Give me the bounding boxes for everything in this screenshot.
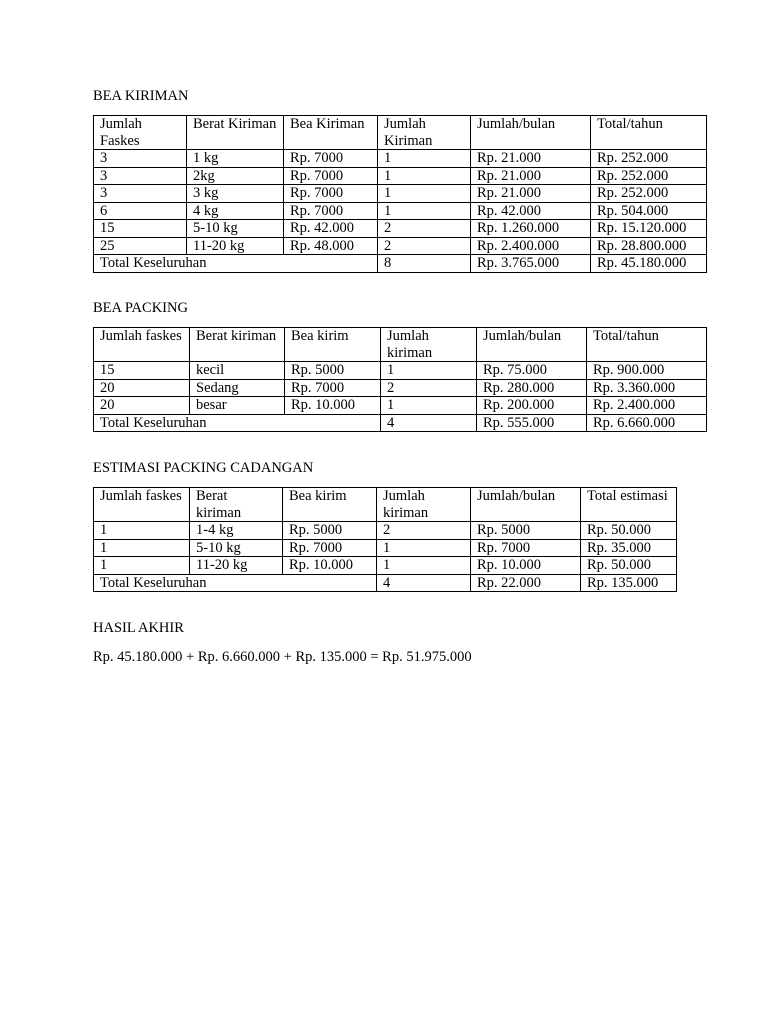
table-cell: Rp. 1.260.000 (471, 220, 591, 238)
table-cell: 1 (377, 557, 471, 575)
table-cell: Rp. 5000 (471, 522, 581, 540)
total-bulan: Rp. 555.000 (477, 414, 587, 432)
bea-kiriman-table (93, 115, 707, 273)
table-cell: Rp. 900.000 (587, 362, 707, 380)
table-cell: 2 (378, 237, 471, 255)
table-cell: Rp. 21.000 (471, 150, 591, 168)
table-cell: Rp. 50.000 (581, 557, 677, 575)
table-row (94, 397, 707, 415)
table-cell: Rp. 7000 (283, 539, 377, 557)
header-cell: Jumlah Faskes (94, 116, 187, 150)
table-cell: 1 (378, 185, 471, 203)
section-title-estimasi-packing: ESTIMASI PACKING CADANGAN (93, 460, 314, 476)
table-header-row (94, 116, 707, 150)
header-cell: Bea kirim (285, 328, 381, 362)
estimasi-packing-table (93, 487, 677, 592)
table-cell: 5-10 kg (187, 220, 284, 238)
header-cell: Bea kirim (283, 488, 377, 522)
header-cell: Jumlah kiriman (377, 488, 471, 522)
table-cell: 1 (94, 539, 190, 557)
table-cell: Rp. 504.000 (591, 202, 707, 220)
table-cell: besar (190, 397, 285, 415)
table-cell: 1 kg (187, 150, 284, 168)
table-cell: Rp. 10.000 (283, 557, 377, 575)
table-cell: Rp. 280.000 (477, 379, 587, 397)
table-cell: 2 (381, 379, 477, 397)
table-cell: Rp. 10.000 (471, 557, 581, 575)
table-cell: Rp. 50.000 (581, 522, 677, 540)
header-cell: Berat Kiriman (187, 116, 284, 150)
table-row (94, 185, 707, 203)
table-row (94, 167, 707, 185)
header-cell: Total/tahun (587, 328, 707, 362)
header-cell: Jumlah faskes (94, 488, 190, 522)
table-header-row (94, 488, 677, 522)
header-cell: Jumlah/bulan (471, 116, 591, 150)
total-jumlah: 4 (381, 414, 477, 432)
final-equation: Rp. 45.180.000 + Rp. 6.660.000 + Rp. 135.000 = Rp. 51.975.000 (93, 649, 472, 665)
table-cell: Rp. 5000 (285, 362, 381, 380)
header-cell: Berat kiriman (190, 488, 283, 522)
table-cell: Rp. 35.000 (581, 539, 677, 557)
table-cell: Rp. 42.000 (284, 220, 378, 238)
table-cell: Rp. 28.800.000 (591, 237, 707, 255)
table-cell: Rp. 3.360.000 (587, 379, 707, 397)
table-cell: 20 (94, 379, 190, 397)
total-tahun: Rp. 135.000 (581, 574, 677, 592)
header-cell: Bea Kiriman (284, 116, 378, 150)
table-cell: Sedang (190, 379, 285, 397)
bea-packing-table (93, 327, 707, 432)
table-cell: Rp. 42.000 (471, 202, 591, 220)
table-cell: Rp. 7000 (285, 379, 381, 397)
section-title-bea-packing: BEA PACKING (93, 300, 188, 316)
section-title-hasil-akhir: HASIL AKHIR (93, 620, 184, 636)
table-row (94, 362, 707, 380)
table-row (94, 522, 677, 540)
table-cell: Rp. 252.000 (591, 150, 707, 168)
table-cell: 3 (94, 167, 187, 185)
table-cell: 25 (94, 237, 187, 255)
table-row (94, 379, 707, 397)
table-cell: 15 (94, 362, 190, 380)
table-cell: Rp. 200.000 (477, 397, 587, 415)
table-cell: Rp. 10.000 (285, 397, 381, 415)
table-cell: 2kg (187, 167, 284, 185)
section-title-bea-kiriman: BEA KIRIMAN (93, 88, 189, 104)
header-cell: Jumlah faskes (94, 328, 190, 362)
table-cell: Rp. 7000 (284, 185, 378, 203)
table-cell: Rp. 15.120.000 (591, 220, 707, 238)
total-jumlah: 8 (378, 255, 471, 273)
table-cell: 15 (94, 220, 187, 238)
table-cell: Rp. 21.000 (471, 185, 591, 203)
table-cell: Rp. 252.000 (591, 185, 707, 203)
total-tahun: Rp. 45.180.000 (591, 255, 707, 273)
table-cell: 1 (94, 522, 190, 540)
table-cell: 1 (381, 362, 477, 380)
table-cell: 11-20 kg (187, 237, 284, 255)
table-cell: Rp. 21.000 (471, 167, 591, 185)
table-cell: 1 (94, 557, 190, 575)
header-cell: Total estimasi (581, 488, 677, 522)
table-cell: Rp. 7000 (284, 150, 378, 168)
table-cell: 1 (381, 397, 477, 415)
table-header-row (94, 328, 707, 362)
table-cell: kecil (190, 362, 285, 380)
total-tahun: Rp. 6.660.000 (587, 414, 707, 432)
table-row (94, 539, 677, 557)
table-row (94, 220, 707, 238)
table-cell: Rp. 7000 (471, 539, 581, 557)
table-cell: 20 (94, 397, 190, 415)
total-label: Total Keseluruhan (94, 574, 377, 592)
total-bulan: Rp. 22.000 (471, 574, 581, 592)
table-cell: Rp. 7000 (284, 202, 378, 220)
total-row (94, 414, 707, 432)
total-row (94, 574, 677, 592)
total-label: Total Keseluruhan (94, 414, 381, 432)
header-cell: Jumlah kiriman (381, 328, 477, 362)
table-row (94, 237, 707, 255)
table-cell: Rp. 48.000 (284, 237, 378, 255)
table-cell: 3 (94, 185, 187, 203)
table-cell: 2 (378, 220, 471, 238)
table-row (94, 150, 707, 168)
table-cell: 1 (377, 539, 471, 557)
table-cell: 6 (94, 202, 187, 220)
total-jumlah: 4 (377, 574, 471, 592)
table-cell: 3 kg (187, 185, 284, 203)
total-label: Total Keseluruhan (94, 255, 378, 273)
table-cell: Rp. 252.000 (591, 167, 707, 185)
table-cell: Rp. 2.400.000 (471, 237, 591, 255)
header-cell: Jumlah/bulan (471, 488, 581, 522)
table-cell: Rp. 75.000 (477, 362, 587, 380)
table-cell: 3 (94, 150, 187, 168)
table-cell: 4 kg (187, 202, 284, 220)
header-cell: Jumlah Kiriman (378, 116, 471, 150)
header-cell: Total/tahun (591, 116, 707, 150)
table-row (94, 557, 677, 575)
header-cell: Berat kiriman (190, 328, 285, 362)
table-cell: 1-4 kg (190, 522, 283, 540)
table-cell: Rp. 7000 (284, 167, 378, 185)
table-cell: Rp. 2.400.000 (587, 397, 707, 415)
table-cell: 11-20 kg (190, 557, 283, 575)
total-bulan: Rp. 3.765.000 (471, 255, 591, 273)
table-cell: 5-10 kg (190, 539, 283, 557)
table-cell: Rp. 5000 (283, 522, 377, 540)
table-cell: 1 (378, 202, 471, 220)
table-cell: 1 (378, 150, 471, 168)
total-row (94, 255, 707, 273)
table-cell: 2 (377, 522, 471, 540)
header-cell: Jumlah/bulan (477, 328, 587, 362)
table-row (94, 202, 707, 220)
table-cell: 1 (378, 167, 471, 185)
